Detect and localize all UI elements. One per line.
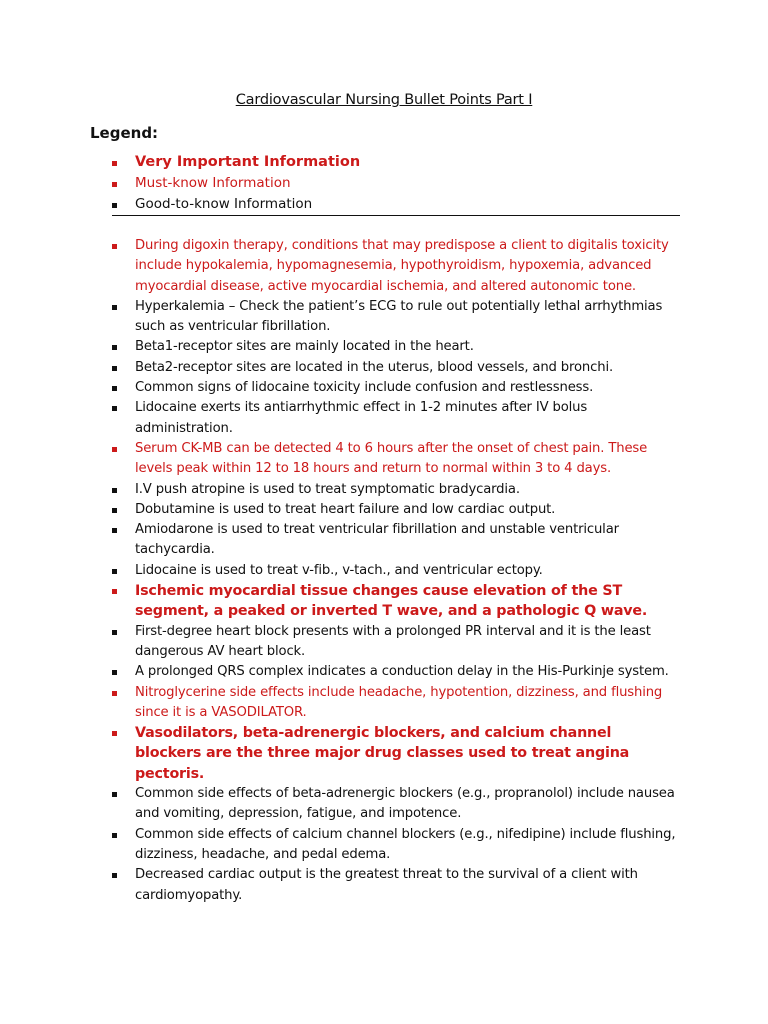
- legend-divider: [112, 215, 680, 216]
- bullet-square-icon: [112, 873, 117, 878]
- bullet-point-text: Serum CK-MB can be detected 4 to 6 hours after the onset of chest pain. These levels peak within 12 to 18 hours and return to normal within 3 to 4 days.: [135, 440, 648, 477]
- legend-item-label: Good-to-know Information: [135, 196, 313, 212]
- bullet-point-list: [112, 236, 682, 906]
- bullet-square-icon: [112, 203, 117, 208]
- bullet-point: [112, 622, 682, 663]
- page-title: Cardiovascular Nursing Bullet Points Part I: [235, 92, 533, 108]
- bullet-point: [112, 337, 682, 357]
- bullet-square-icon: [112, 305, 117, 310]
- bullet-point-text: Hyperkalemia – Check the patient’s ECG to rule out potentially lethal arrhythmias such as ventricular fibrillation.: [135, 298, 663, 335]
- bullet-point: [112, 520, 682, 561]
- bullet-point-text: Beta2-receptor sites are located in the uterus, blood vessels, and bronchi.: [135, 359, 614, 375]
- bullet-point: [112, 236, 682, 297]
- bullet-square-icon: [112, 182, 117, 187]
- bullet-point-text: Beta1-receptor sites are mainly located in the heart.: [135, 339, 474, 355]
- bullet-point: [112, 297, 682, 338]
- bullet-point-text: Vasodilators, beta-adrenergic blockers, and calcium channel blockers are the three major drug classes used to treat angina pectoris.: [135, 725, 630, 782]
- bullet-point-text: Common side effects of beta-adrenergic blockers (e.g., propranolol) include nausea and vomiting, depression, fatigue, and impotence.: [135, 786, 675, 822]
- bullet-square-icon: [112, 447, 117, 452]
- bullet-point-text: Dobutamine is used to treat heart failure and low cardiac output.: [135, 501, 556, 517]
- bullet-point: [112, 825, 682, 866]
- bullet-point-text: Ischemic myocardial tissue changes cause elevation of the ST segment, a peaked or inverted T wave, and a pathologic Q wave.: [135, 583, 648, 620]
- bullet-square-icon: [112, 406, 117, 411]
- bullet-square-icon: [112, 528, 117, 533]
- bullet-point-text: A prolonged QRS complex indicates a conduction delay in the His-Purkinje system.: [135, 664, 669, 680]
- bullet-square-icon: [112, 345, 117, 350]
- bullet-point: [112, 662, 682, 682]
- bullet-point: [112, 480, 682, 500]
- bullet-point: [112, 439, 682, 480]
- bullet-square-icon: [112, 589, 117, 594]
- bullet-point-text: Nitroglycerine side effects include headache, hypotention, dizziness, and flushing since it is a VASODILATOR.: [135, 684, 663, 720]
- bullet-point: [112, 378, 682, 398]
- bullet-point: [112, 398, 682, 439]
- legend-item-label: Very Important Information: [135, 154, 361, 170]
- bullet-point-text: Decreased cardiac output is the greatest threat to the survival of a client with cardiomyopathy.: [135, 867, 638, 903]
- bullet-point: [112, 561, 682, 581]
- bullet-point-text: Lidocaine is used to treat v-fib., v-tach., and ventricular ectopy.: [135, 562, 543, 578]
- bullet-square-icon: [112, 161, 117, 166]
- bullet-point: [112, 500, 682, 520]
- bullet-point: [112, 784, 682, 825]
- bullet-point: [112, 723, 682, 784]
- bullet-point-text: Common side effects of calcium channel blockers (e.g., nifedipine) include flushing, dizziness, headache, and pedal edema.: [135, 826, 676, 862]
- legend-item-must-know: [112, 173, 692, 194]
- bullet-point: [112, 581, 682, 622]
- legend-item-label: Must-know Information: [135, 175, 291, 191]
- bullet-point-text: Common signs of lidocaine toxicity include confusion and restlessness.: [135, 380, 594, 396]
- bullet-square-icon: [112, 670, 117, 675]
- bullet-square-icon: [112, 731, 117, 736]
- legend-item-good-to-know: [112, 194, 692, 215]
- bullet-point-text: First-degree heart block presents with a prolonged PR interval and it is the least dangerous AV heart block.: [135, 623, 651, 659]
- bullet-point-text: Amiodarone is used to treat ventricular fibrillation and unstable ventricular tachycardia.: [135, 522, 619, 558]
- bullet-square-icon: [112, 630, 117, 635]
- bullet-point: [112, 683, 682, 724]
- bullet-point-text: Lidocaine exerts its antiarrhythmic effect in 1-2 minutes after IV bolus administration.: [135, 400, 588, 436]
- bullet-square-icon: [112, 508, 117, 513]
- bullet-point: [112, 358, 682, 378]
- bullet-square-icon: [112, 386, 117, 391]
- bullet-point-text: During digoxin therapy, conditions that may predispose a client to digitalis toxicity include hypokalemia, hypomagnesemia, hypothyroidism, hypoxemia, advanced myocardial disease, active myocardial ischemia, and altered autonomic tone.: [135, 238, 669, 294]
- bullet-square-icon: [112, 833, 117, 838]
- bullet-square-icon: [112, 366, 117, 371]
- legend-item-very-important: [112, 152, 692, 173]
- bullet-point-text: I.V push atropine is used to treat symptomatic bradycardia.: [135, 481, 520, 497]
- legend-heading: Legend:: [90, 124, 159, 142]
- bullet-square-icon: [112, 792, 117, 797]
- bullet-square-icon: [112, 488, 117, 493]
- bullet-square-icon: [112, 691, 117, 696]
- bullet-square-icon: [112, 244, 117, 249]
- legend-list: [112, 152, 692, 215]
- bullet-point: [112, 865, 682, 906]
- bullet-square-icon: [112, 569, 117, 574]
